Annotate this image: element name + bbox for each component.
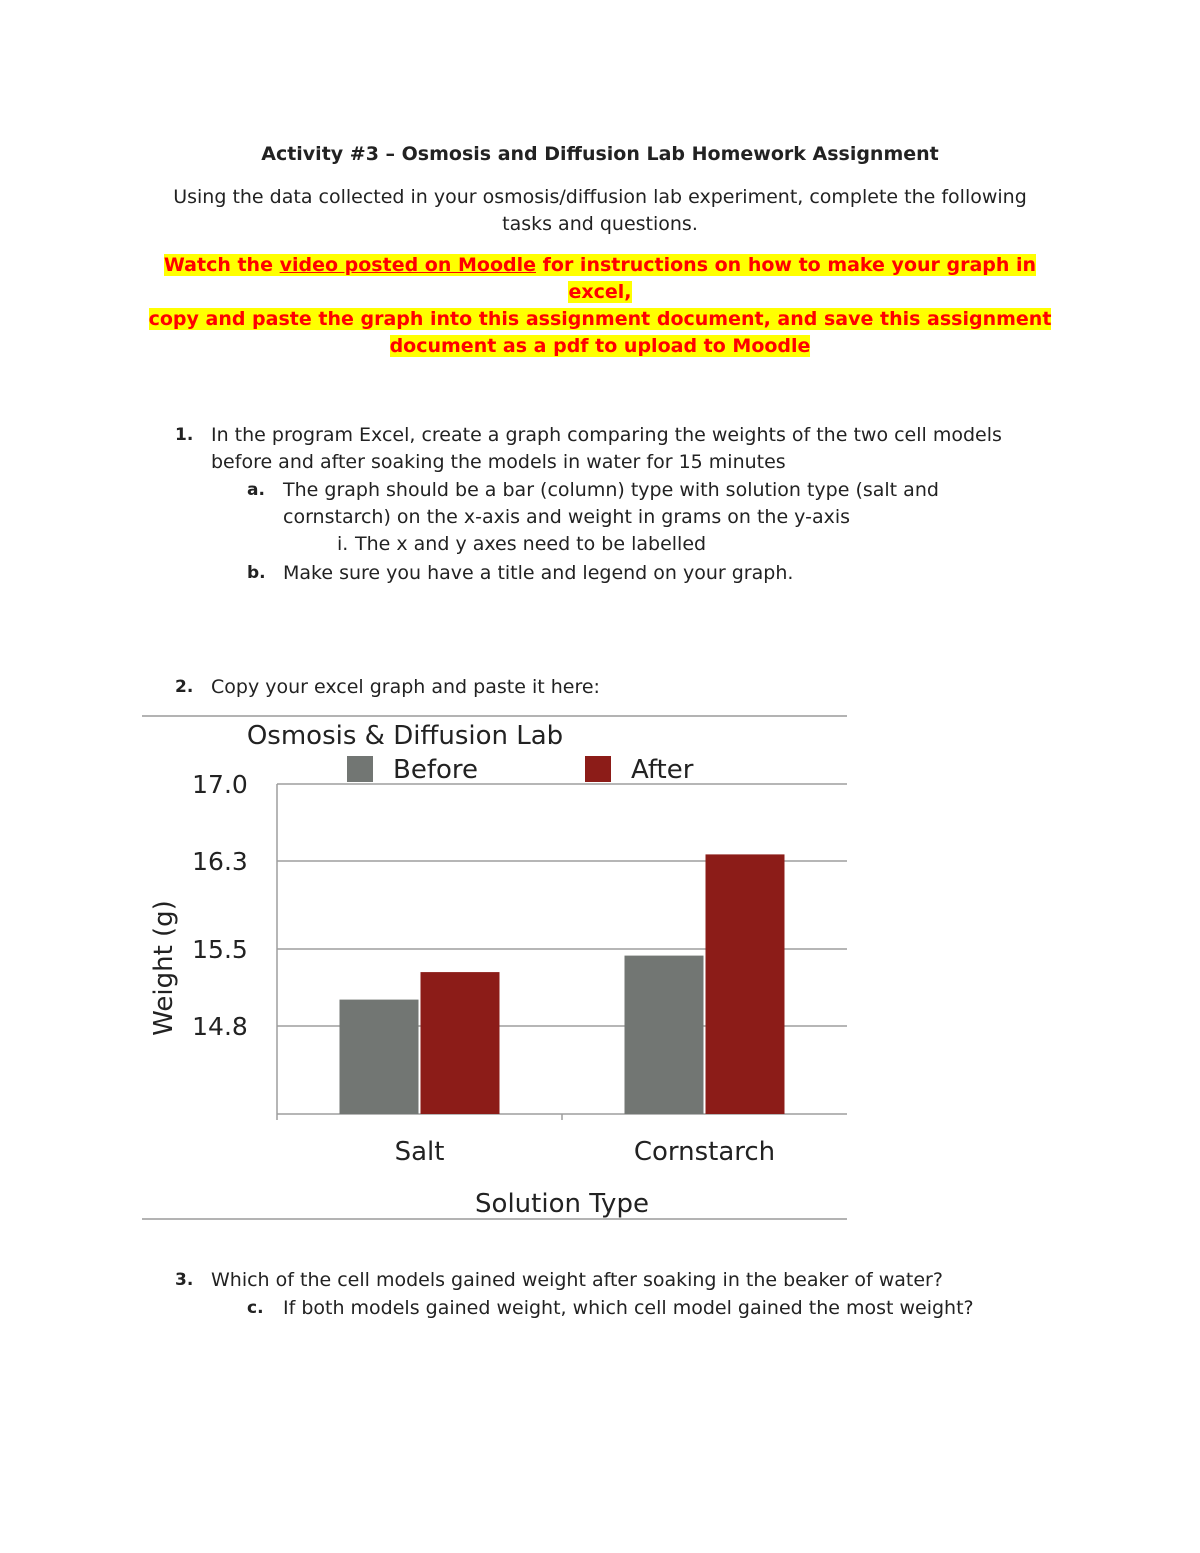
notice-line-3: document as a pdf to upload to Moodle: [389, 335, 811, 357]
question-1-line-2: before and after soaking the models in water for 15 minutes: [211, 451, 786, 473]
x-tick-label: Salt: [394, 1137, 445, 1167]
item-3c-line-1: If both models gained weight, which cell model gained the most weight?: [283, 1297, 974, 1319]
moodle-notice: [140, 252, 1060, 360]
notice-line-1: [164, 254, 1036, 303]
item-1a-marker: a.: [247, 480, 265, 500]
notice-line-2: copy and paste the graph into this assignment document, and save this assignment: [148, 308, 1052, 330]
item-1ai-text: The x and y axes need to be labelled: [355, 533, 707, 555]
y-axis-label: Weight (g): [149, 900, 179, 1036]
question-3-number: 3.: [175, 1270, 194, 1290]
document-title: Activity #3 – Osmosis and Diffusion Lab Homework Assignment: [261, 143, 939, 165]
x-axis-ticks: [395, 1114, 776, 1167]
item-1a-line-1: The graph should be a bar (column) type with solution type (salt and: [283, 479, 939, 501]
osmosis-bar-chart: [140, 714, 850, 1224]
item-1b-line-1: Make sure you have a title and legend on your graph.: [283, 562, 794, 584]
question-3-line-1: Which of the cell models gained weight after soaking in the beaker of water?: [211, 1269, 943, 1291]
item-1b-marker: b.: [247, 563, 266, 583]
bar-after-salt: [421, 972, 500, 1114]
chart-bars: [340, 854, 785, 1114]
legend-swatch-after: [585, 756, 611, 782]
y-tick-label: 15.5: [192, 935, 248, 964]
question-2-line-1: Copy your excel graph and paste it here:: [211, 676, 600, 698]
intro-line-1: Using the data collected in your osmosis/diffusion lab experiment, complete the following: [173, 186, 1027, 208]
legend-label-before: Before: [393, 755, 479, 785]
legend-swatch-before: [347, 756, 373, 782]
item-1ai-marker: i.: [337, 533, 349, 555]
chart-legend: [347, 755, 694, 785]
intro-text: [150, 184, 1050, 238]
notice-text-1a: Watch the: [163, 254, 280, 276]
y-axis-ticks: [192, 770, 248, 1041]
x-axis-label: Solution Type: [475, 1189, 649, 1219]
question-1-line-1: In the program Excel, create a graph comparing the weights of the two cell models: [211, 424, 1002, 446]
item-3c-marker: c.: [247, 1298, 264, 1318]
intro-line-2: tasks and questions.: [502, 213, 698, 235]
question-2-number: 2.: [175, 677, 194, 697]
bar-before-cornstarch: [625, 956, 704, 1114]
y-tick-label: 17.0: [192, 770, 248, 799]
moodle-video-link[interactable]: video posted on Moodle: [279, 254, 537, 276]
notice-text-1b: for instructions on how to make your graph in excel,: [536, 254, 1037, 303]
item-1a-line-2: cornstarch) on the x-axis and weight in grams on the y-axis: [283, 506, 851, 528]
bar-before-salt: [340, 1000, 419, 1114]
legend-label-after: After: [631, 755, 694, 785]
x-tick-label: Cornstarch: [633, 1137, 776, 1167]
y-tick-label: 14.8: [192, 1012, 248, 1041]
y-tick-label: 16.3: [192, 847, 248, 876]
bar-after-cornstarch: [706, 854, 785, 1114]
chart-title: Osmosis & Diffusion Lab: [246, 721, 564, 751]
question-1-number: 1.: [175, 425, 194, 445]
